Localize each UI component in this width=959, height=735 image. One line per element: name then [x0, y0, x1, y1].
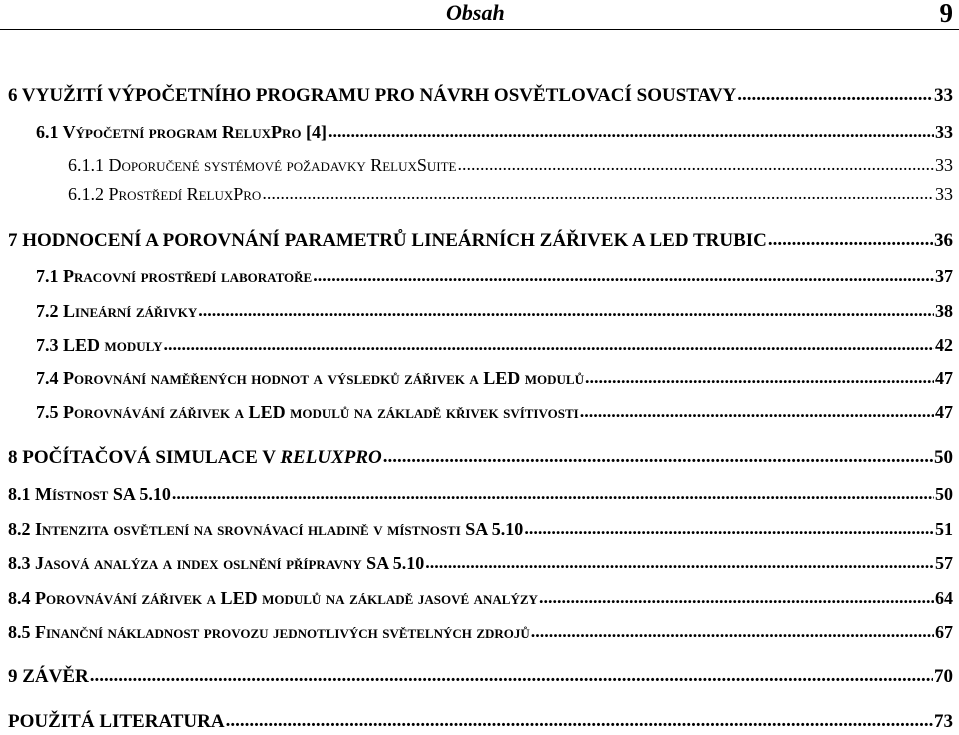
toc-entry-page: 64	[935, 588, 953, 608]
toc-entry-title: 8.3 Jasová analýza a index oslnění přípravny SA 5.10	[8, 553, 425, 573]
toc-entry-7-1[interactable]	[36, 266, 953, 286]
toc-entry-8-2[interactable]	[8, 519, 953, 539]
toc-entry-title: 6 VYUŽITÍ VÝPOČETNÍHO PROGRAMU PRO NÁVRH OSVĚTLOVACÍ SOUSTAVY	[8, 85, 737, 106]
toc-leader-dots	[164, 334, 934, 354]
toc-entry-title: 9 ZÁVĚR	[8, 666, 89, 687]
toc-entry-title: 7 HODNOCENÍ A POROVNÁNÍ PARAMETRŮ LINEÁRNÍCH ZÁŘIVEK A LED TRUBIC	[8, 230, 767, 251]
toc-entry-6-1-1[interactable]	[68, 155, 953, 175]
toc-leader-dots	[768, 230, 933, 250]
toc-entry-page: 33	[935, 122, 953, 142]
page-header	[0, 0, 959, 30]
toc-entry-page: 70	[934, 666, 953, 687]
toc-entry-7-3[interactable]	[36, 335, 953, 355]
toc-entry-8-3[interactable]	[8, 553, 953, 573]
toc-entry-7[interactable]	[8, 231, 953, 251]
toc-leader-dots	[531, 621, 934, 641]
toc-entry-page: 42	[935, 335, 953, 355]
toc-leader-dots	[585, 367, 934, 387]
toc-leader-dots	[580, 401, 934, 421]
toc-entry-7-5[interactable]	[36, 402, 953, 422]
toc-entry-6[interactable]	[8, 86, 953, 106]
toc-entry-8-1[interactable]	[8, 484, 953, 504]
toc-entry-page: 33	[934, 85, 953, 106]
toc-entry-title: 7.3 LED moduly	[36, 335, 163, 355]
toc-entry-7-2[interactable]	[36, 301, 953, 321]
toc-entry-7-4[interactable]	[36, 368, 953, 388]
toc-entry-title: 7.2 Lineární zářivky	[36, 301, 198, 321]
toc-entry-page: 47	[935, 402, 953, 422]
toc-leader-dots	[539, 587, 934, 607]
toc-entry-page: 57	[935, 553, 953, 573]
toc-entry-8-5[interactable]	[8, 622, 953, 642]
toc-leader-dots	[226, 711, 933, 731]
toc-entry-literatura[interactable]	[8, 712, 953, 732]
toc-entry-page: 33	[935, 184, 953, 204]
toc-entry-8-4[interactable]	[8, 588, 953, 608]
page-title: Obsah	[446, 0, 505, 25]
page-number: 9	[939, 0, 953, 28]
toc-leader-dots	[198, 300, 934, 320]
header-divider	[0, 29, 959, 30]
toc-entry-page: 50	[934, 447, 953, 468]
toc-entry-title: 7.1 Pracovní prostředí laboratoře	[36, 266, 313, 286]
toc-entry-title: 8.5 Finanční nákladnost provozu jednotlivých světelných zdrojů	[8, 622, 530, 642]
toc-leader-dots	[313, 265, 934, 285]
toc-entry-page: 33	[935, 155, 953, 175]
toc-leader-dots	[458, 154, 935, 174]
toc-leader-dots	[383, 447, 933, 467]
toc-entry-page: 47	[935, 368, 953, 388]
toc-entry-page: 51	[935, 519, 953, 539]
toc-entry-title: 6.1 Výpočetní program ReluxPro [4]	[36, 122, 327, 142]
toc-entry-title-prefix: 8 POČÍTAČOVÁ SIMULACE V	[8, 447, 281, 468]
toc-entry-page: 67	[935, 622, 953, 642]
toc-leader-dots	[425, 552, 934, 572]
toc-leader-dots	[328, 121, 934, 141]
toc-leader-dots	[172, 483, 934, 503]
toc-entry-title	[8, 448, 382, 468]
toc-entry-page: 73	[934, 711, 953, 732]
toc-entry-page: 50	[935, 484, 953, 504]
toc-entry-page: 37	[935, 266, 953, 286]
toc-entry-title: 6.1.1 Doporučené systémové požadavky ReluxSuite	[68, 155, 457, 175]
toc-entry-6-1-2[interactable]	[68, 184, 953, 204]
toc-leader-dots	[90, 666, 933, 686]
toc-entry-title: 7.4 Porovnání naměřených hodnot a výsledků zářivek a LED modulů	[36, 368, 584, 388]
toc-leader-dots	[262, 183, 934, 203]
toc-entry-page: 38	[935, 301, 953, 321]
toc-entry-title: 8.4 Porovnávání zářivek a LED modulů na základě jasové analýzy	[8, 588, 538, 608]
toc-leader-dots	[524, 518, 934, 538]
toc-entry-8[interactable]	[8, 448, 953, 468]
toc-entry-title: 8.2 Intenzita osvětlení na srovnávací hladině v místnosti SA 5.10	[8, 519, 524, 539]
toc-entry-title: 8.1 Místnost SA 5.10	[8, 484, 171, 504]
toc-leader-dots	[737, 85, 933, 105]
toc-entry-title-italic: RELUXPRO	[280, 447, 382, 468]
toc-entry-6-1[interactable]	[36, 122, 953, 142]
toc-entry-page: 36	[934, 230, 953, 251]
toc-entry-title: POUŽITÁ LITERATURA	[8, 711, 225, 732]
toc-entry-9[interactable]	[8, 667, 953, 687]
toc-entry-title: 7.5 Porovnávání zářivek a LED modulů na základě křivek svítivosti	[36, 402, 579, 422]
toc-entry-title: 6.1.2 Prostředí ReluxPro	[68, 184, 262, 204]
